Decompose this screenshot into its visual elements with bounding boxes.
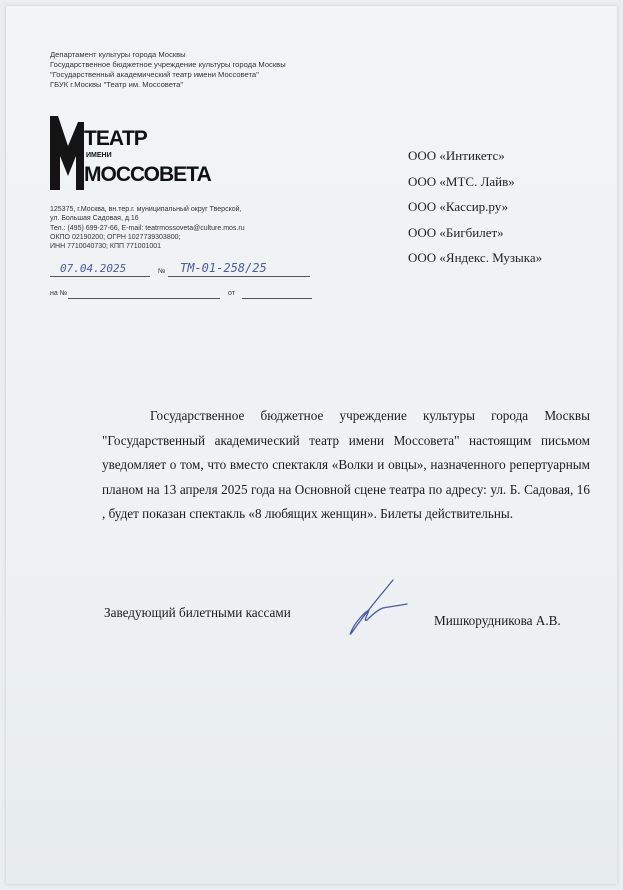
department-header [50, 50, 286, 90]
logo-word-imeni: ИМЕНИ [86, 152, 112, 159]
reference-label: на № [50, 290, 68, 297]
contact-block [50, 205, 245, 251]
contact-line: Тел.: (495) 699-27-66, E-mail: teatrmossoveta@culture.mos.ru [50, 224, 245, 232]
from-label: от [228, 290, 235, 297]
logo-m-mark-icon [50, 116, 84, 190]
recipient-item: ООО «Бигбилет» [408, 224, 504, 240]
contact-line: ОКПО 02190200; ОГРН 1027739303800; [50, 233, 181, 241]
registration-date: 07.04.2025 [60, 262, 127, 275]
department-line: ГБУК г.Москвы "Театр им. Моссовета" [50, 80, 184, 89]
letter-sheet [6, 6, 617, 884]
recipient-item: ООО «Кассир.ру» [408, 199, 509, 214]
from-underline [242, 286, 312, 299]
contact-line: 125375, г.Москва, вн.тер.г. муниципальный округ Тверской, [50, 206, 242, 213]
department-line: Департамент культуры города Москвы [50, 50, 186, 59]
signatory-name: Мишкорудникова А.В. [434, 613, 561, 628]
contact-line: ул. Большая Садовая, д.16 [50, 215, 139, 223]
recipient-item: ООО «Интикетс» [408, 148, 505, 163]
registration-block [50, 261, 312, 300]
registration-number: ТМ-01-258/25 [180, 261, 267, 275]
contact-line: ИНН 7710040730; КПП 771001001 [50, 243, 162, 251]
signatory-role: Заведующий билетными кассами [104, 605, 291, 620]
reference-underline [68, 286, 220, 299]
body-paragraph: Государственное бюджетное учреждение культуры города Москвы "Государственный академический театр имени Моссовета" настоящим письмом уведомляет о том, что вместо спектакля «Волки и овцы», назначенного репертуарным планом на 13 апреля 2025 года на Основной сцене театра по адресу: ул. Б. Садовая, 16 , будет показан спектакль «8 любящих женщин». Билеты действительны. [102, 408, 590, 521]
letter-body [102, 404, 590, 527]
recipient-item: ООО «Яндекс. Музыка» [408, 250, 543, 265]
recipients-list [408, 143, 542, 271]
recipient-item: ООО «МТС. Лайв» [408, 173, 515, 189]
number-label: № [158, 268, 166, 275]
logo-word-teatr: ТЕАТР [84, 127, 147, 150]
department-line: "Государственный академический театр имени Моссовета" [50, 70, 259, 79]
theatre-logo [50, 116, 211, 196]
logo-word-mossoveta: МОССОВЕТА [84, 163, 211, 186]
handwritten-signature [341, 576, 411, 638]
department-line: Государственное бюджетное учреждение культуры города Москвы [50, 60, 286, 69]
